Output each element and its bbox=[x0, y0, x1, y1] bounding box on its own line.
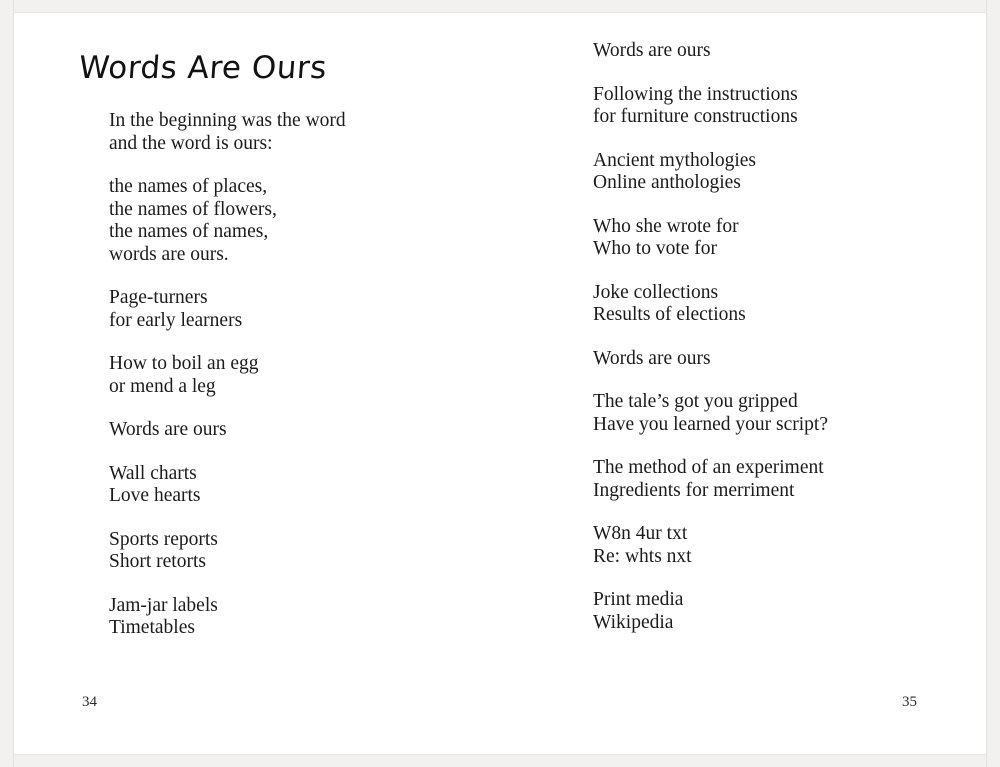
poem-line: Words are ours bbox=[593, 347, 711, 369]
poem-line: Online anthologies bbox=[593, 172, 741, 193]
poem-line: the names of flowers, bbox=[109, 198, 277, 220]
poem-stanza bbox=[109, 110, 469, 155]
poem-stanza bbox=[593, 348, 973, 371]
poem-line: Short retorts bbox=[109, 551, 206, 572]
poem-stanza bbox=[593, 40, 973, 63]
poem-line: Sports reports bbox=[109, 528, 218, 550]
poem-stanza bbox=[109, 287, 469, 332]
poem-line: Re: whts nxt bbox=[593, 545, 692, 567]
page-edge-right bbox=[986, 0, 1000, 767]
left-page bbox=[13, 12, 500, 755]
poem-line: Words are ours bbox=[593, 40, 711, 61]
page-title: Words Are Ours bbox=[77, 50, 329, 86]
poem-line: and the word is ours: bbox=[109, 132, 273, 154]
poem-stanza bbox=[109, 353, 469, 398]
poem-line: Wall charts bbox=[109, 462, 197, 484]
page-edge-left bbox=[0, 0, 14, 767]
poem-line: In the beginning was the word bbox=[109, 110, 346, 131]
poem-stanza bbox=[593, 391, 973, 436]
poem-line: Page-turners bbox=[109, 287, 208, 308]
poem-stanza bbox=[593, 523, 973, 568]
left-page-poem-body bbox=[109, 110, 469, 640]
poem-line: for furniture constructions bbox=[593, 106, 798, 127]
poem-line: Words are ours bbox=[109, 419, 227, 440]
poem-line: Timetables bbox=[109, 617, 195, 638]
page-number-right: 35 bbox=[902, 694, 917, 710]
poem-line: Who to vote for bbox=[593, 238, 718, 259]
poem-line: Results of elections bbox=[593, 304, 746, 325]
poem-line: the names of names, bbox=[109, 221, 269, 242]
poem-line: The tale’s got you gripped bbox=[593, 391, 798, 412]
right-page-poem-body bbox=[593, 40, 973, 634]
poem-stanza bbox=[109, 463, 469, 508]
poem-line: Following the instructions bbox=[593, 83, 798, 105]
poem-stanza bbox=[593, 216, 973, 261]
page-number-left: 34 bbox=[82, 694, 97, 710]
poem-stanza bbox=[593, 84, 973, 129]
poem-line: Ancient mythologies bbox=[593, 149, 757, 171]
poem-stanza bbox=[109, 419, 469, 442]
poem-stanza bbox=[109, 595, 469, 640]
right-page bbox=[500, 12, 987, 755]
poem-stanza bbox=[593, 457, 973, 502]
poem-line: Print media bbox=[593, 589, 684, 610]
poem-line: Wikipedia bbox=[593, 611, 674, 633]
poem-line: Jam-jar labels bbox=[109, 594, 218, 616]
poem-stanza bbox=[593, 589, 973, 634]
poem-line: words are ours. bbox=[109, 243, 229, 265]
poem-line: How to boil an egg bbox=[109, 353, 259, 374]
poem-stanza bbox=[593, 150, 973, 195]
page-edge-bottom bbox=[0, 754, 1000, 767]
poem-line: Have you learned your script? bbox=[593, 413, 828, 435]
poem-line: the names of places, bbox=[109, 176, 268, 197]
poem-line: W8n 4ur txt bbox=[593, 523, 688, 544]
poem-line: The method of an experiment bbox=[593, 457, 824, 478]
poem-line: Who she wrote for bbox=[593, 215, 739, 237]
poem-line: or mend a leg bbox=[109, 375, 216, 397]
poem-line: Joke collections bbox=[593, 281, 719, 303]
poem-stanza bbox=[109, 529, 469, 574]
poem-stanza bbox=[109, 176, 469, 266]
poem-line: for early learners bbox=[109, 309, 243, 331]
poem-stanza bbox=[593, 282, 973, 327]
poem-line: Love hearts bbox=[109, 485, 201, 506]
poem-line: Ingredients for merriment bbox=[593, 479, 795, 501]
